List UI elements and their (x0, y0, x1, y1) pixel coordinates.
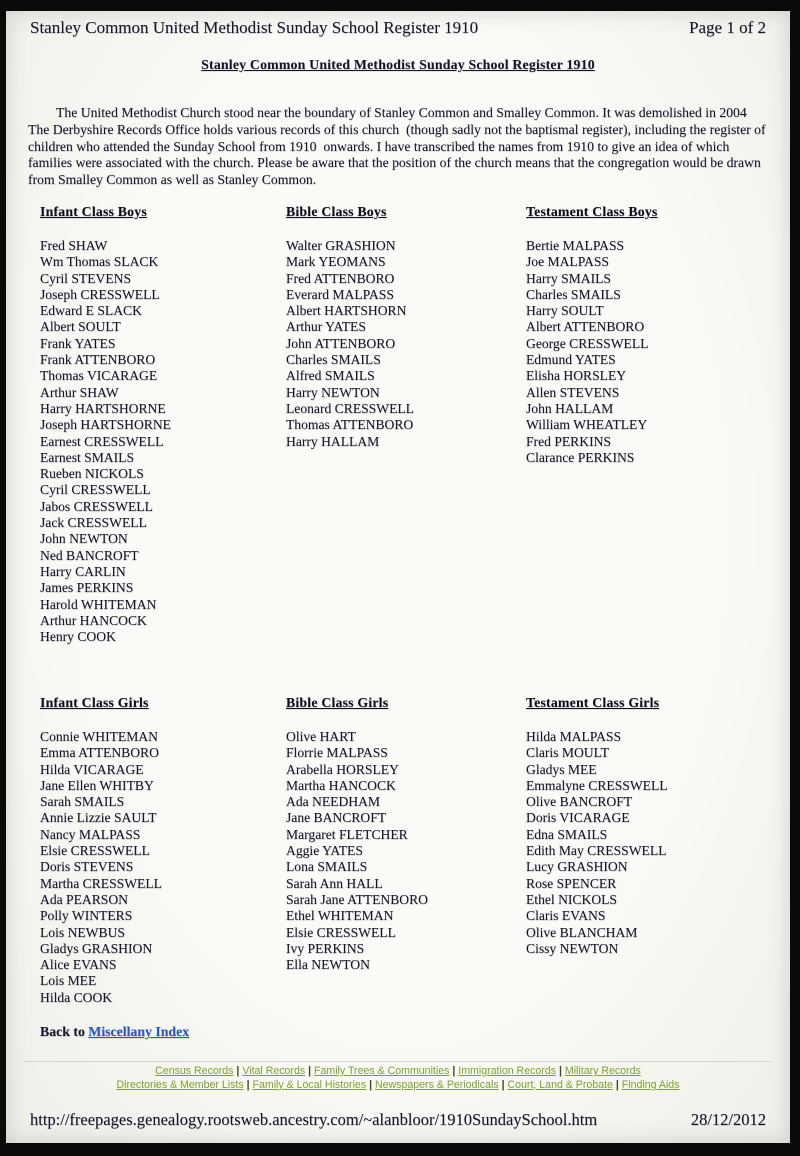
register-name: Lois NEWBUS (40, 924, 125, 940)
names-list (286, 729, 528, 973)
register-name: Harry HALLAM (286, 433, 380, 449)
register-name: Jabos CRESSWELL (40, 498, 153, 514)
names-list (40, 238, 282, 645)
register-name: Fred SHAW (40, 238, 108, 253)
register-name: John ATTENBORO (286, 335, 396, 351)
register-name: Everard MALPASS (286, 286, 394, 302)
back-link-line (40, 1024, 189, 1040)
register-name: Jane BANCROFT (286, 810, 387, 826)
register-name: Joseph CRESSWELL (40, 286, 160, 302)
page-url: http://freepages.genealogy.rootsweb.ancestry.com/~alanbloor/1910SundaySchool.htm (30, 1110, 598, 1129)
register-name: Gladys MEE (526, 761, 597, 777)
register-name: Ethel NICKOLS (526, 891, 617, 907)
section-bible-class-girls (286, 695, 528, 973)
register-name: Edna SMAILS (526, 826, 608, 842)
register-name: Sarah Ann HALL (286, 875, 383, 891)
register-name: Lois MEE (40, 973, 97, 989)
register-name: Earnest SMAILS (40, 449, 135, 465)
register-name: Elsie CRESSWELL (286, 924, 396, 940)
register-name: Frank YATES (40, 335, 116, 351)
register-name: Polly WINTERS (40, 908, 133, 924)
register-name: Elisha HORSLEY (526, 368, 627, 384)
footer-link-separator: | (305, 1065, 315, 1077)
register-name: Thomas ATTENBORO (286, 417, 414, 433)
register-name: Harry CARLIN (40, 563, 126, 579)
register-name: Florrie MALPASS (286, 745, 388, 761)
register-name: Ada PEARSON (40, 891, 128, 907)
register-name: Mark YEOMANS (286, 254, 386, 270)
register-name: Alice EVANS (40, 957, 117, 973)
footer-link[interactable]: Finding Aids (621, 1078, 680, 1091)
register-name: John HALLAM (526, 400, 614, 416)
register-name: Fred PERKINS (526, 433, 611, 449)
footer-link[interactable]: Immigration Records (458, 1065, 557, 1077)
register-name: Harold WHITEMAN (40, 596, 157, 612)
register-name: Rose SPENCER (526, 875, 617, 891)
register-name: Gladys GRASHION (40, 940, 153, 956)
section-testament-class-girls (526, 695, 768, 957)
print-header-title: Stanley Common United Methodist Sunday School Register 1910 (30, 18, 479, 37)
register-name: William WHEATLEY (526, 417, 648, 433)
footer-links-row1 (6, 1065, 790, 1079)
footer-link[interactable]: Family & Local Histories (252, 1078, 367, 1091)
register-name: Elsie CRESSWELL (40, 843, 150, 859)
register-name: Allen STEVENS (526, 384, 620, 400)
class-title: Infant Class Boys (40, 204, 147, 219)
footer-link[interactable]: Military Records (564, 1065, 641, 1077)
register-name: Claris EVANS (526, 908, 606, 924)
register-name: Harry SOULT (526, 303, 604, 319)
footer-link[interactable]: Newspapers & Periodicals (374, 1078, 499, 1091)
register-name: Harry SMAILS (526, 270, 611, 286)
register-name: Emma ATTENBORO (40, 745, 159, 761)
register-name: Hilda MALPASS (526, 729, 622, 744)
register-name: John NEWTON (40, 531, 128, 547)
class-title: Testament Class Girls (526, 695, 660, 710)
register-name: Lona SMAILS (286, 859, 368, 875)
print-date: 28/12/2012 (690, 1110, 766, 1129)
footer-link-separator: | (612, 1078, 622, 1091)
register-name: Albert ATTENBORO (526, 319, 645, 335)
register-name: Wm Thomas SLACK (40, 254, 159, 270)
footer-link-separator: | (233, 1065, 243, 1077)
register-name: Albert SOULT (40, 319, 121, 335)
footer-link-separator: | (449, 1065, 459, 1077)
class-title: Testament Class Boys (526, 204, 658, 219)
register-name: Clarance PERKINS (526, 449, 635, 465)
footer-link-bar (6, 1065, 790, 1093)
register-name: Joseph HARTSHORNE (40, 417, 171, 433)
register-name: Ada NEEDHAM (286, 794, 381, 810)
register-name: Thomas VICARAGE (40, 368, 158, 384)
register-name: Earnest CRESSWELL (40, 433, 164, 449)
names-list (526, 238, 768, 466)
register-name: Martha CRESSWELL (40, 875, 162, 891)
register-name: Connie WHITEMAN (40, 729, 158, 744)
register-name: Leonard CRESSWELL (286, 400, 414, 416)
print-footer (30, 1110, 766, 1130)
section-testament-class-boys (526, 204, 768, 466)
register-name: Olive BLANCHAM (526, 924, 638, 940)
register-name: Charles SMAILS (286, 352, 381, 368)
register-name: Ned BANCROFT (40, 547, 139, 563)
register-name: Nancy MALPASS (40, 826, 141, 842)
footer-link-separator: | (366, 1078, 375, 1091)
names-list (286, 238, 528, 450)
footer-divider (24, 1061, 772, 1062)
register-name: Cissy NEWTON (526, 940, 619, 956)
register-name: Henry COOK (40, 629, 116, 645)
page-title: Stanley Common United Methodist Sunday School Register 1910 (201, 57, 595, 72)
footer-link[interactable]: Vital Records (242, 1065, 306, 1077)
register-name: Arabella HORSLEY (286, 761, 399, 777)
register-name: Olive BANCROFT (526, 794, 633, 810)
register-name: Hilda COOK (40, 989, 113, 1005)
register-name: James PERKINS (40, 580, 134, 596)
register-name: Sarah Jane ATTENBORO (286, 891, 428, 907)
register-name: Walter GRASHION (286, 238, 396, 253)
register-name: Arthur YATES (286, 319, 366, 335)
intro-paragraph: The United Methodist Church stood near the boundary of Stanley Common and Smalley Common. It was demolished in 2004 The Derbyshire Records Office holds various records of this church (though sadly not the baptismal register), including the register of children who attended the Sunday School from 1910 onwards. I have transcribed the names from 1910 to give an idea of which families were associated with the church. Please be aware that the position of the church means that the congregation would be drawn from Smalley Common as well as Stanley Common. (28, 104, 769, 188)
register-name: Frank ATTENBORO (40, 352, 156, 368)
register-name: Ivy PERKINS (286, 940, 365, 956)
register-name: Arthur HANCOCK (40, 612, 147, 628)
back-link-prefix: Back to (40, 1024, 89, 1039)
register-name: Edith May CRESSWELL (526, 843, 667, 859)
register-name: Sarah SMAILS (40, 794, 125, 810)
register-name: Ethel WHITEMAN (286, 908, 394, 924)
section-bible-class-boys (286, 204, 528, 450)
footer-link-separator: | (243, 1078, 253, 1091)
register-name: Edward E SLACK (40, 303, 142, 319)
register-name: Jane Ellen WHITBY (40, 777, 154, 793)
register-name: Charles SMAILS (526, 286, 621, 302)
footer-link[interactable]: Census Records (155, 1065, 234, 1077)
register-name: Doris VICARAGE (526, 810, 630, 826)
footer-links-row2 (6, 1079, 790, 1093)
footer-link[interactable]: Family Trees & Communities (314, 1065, 450, 1077)
register-name: Ella NEWTON (286, 957, 370, 973)
class-title: Infant Class Girls (40, 695, 149, 710)
miscellany-index-link[interactable]: Miscellany Index (88, 1024, 190, 1039)
register-name: Lucy GRASHION (526, 859, 628, 875)
class-title: Bible Class Girls (286, 695, 389, 710)
names-list (40, 729, 282, 1006)
footer-link-separator: | (498, 1078, 508, 1091)
register-name: Claris MOULT (526, 745, 609, 761)
register-name: Harry HARTSHORNE (40, 400, 166, 416)
register-name: Albert HARTSHORN (286, 303, 407, 319)
register-name: Harry NEWTON (286, 384, 380, 400)
register-name: Annie Lizzie SAULT (40, 810, 157, 826)
footer-link[interactable]: Directories & Member Lists (116, 1078, 244, 1091)
register-name: Alfred SMAILS (286, 368, 375, 384)
register-name: Arthur SHAW (40, 384, 119, 400)
register-name: Hilda VICARAGE (40, 761, 144, 777)
register-name: Joe MALPASS (526, 254, 609, 270)
register-name: Edmund YATES (526, 352, 616, 368)
names-list (526, 729, 768, 957)
register-name: George CRESSWELL (526, 335, 649, 351)
register-name: Margaret FLETCHER (286, 826, 408, 842)
section-infant-class-girls (40, 695, 282, 1006)
register-name: Olive HART (286, 729, 356, 744)
register-name: Cyril STEVENS (40, 270, 132, 286)
register-name: Aggie YATES (286, 843, 363, 859)
section-infant-class-boys (40, 204, 282, 645)
register-name: Rueben NICKOLS (40, 466, 144, 482)
register-name: Fred ATTENBORO (286, 270, 395, 286)
register-name: Bertie MALPASS (526, 238, 625, 253)
register-name: Jack CRESSWELL (40, 515, 147, 531)
class-title: Bible Class Boys (286, 204, 387, 219)
print-header (30, 18, 766, 38)
page-number: Page 1 of 2 (689, 18, 766, 37)
register-name: Emmalyne CRESSWELL (526, 777, 668, 793)
register-name: Doris STEVENS (40, 859, 134, 875)
footer-link-separator: | (556, 1065, 565, 1077)
register-name: Martha HANCOCK (286, 777, 396, 793)
register-name: Cyril CRESSWELL (40, 482, 151, 498)
footer-link[interactable]: Court, Land & Probate (507, 1078, 613, 1091)
